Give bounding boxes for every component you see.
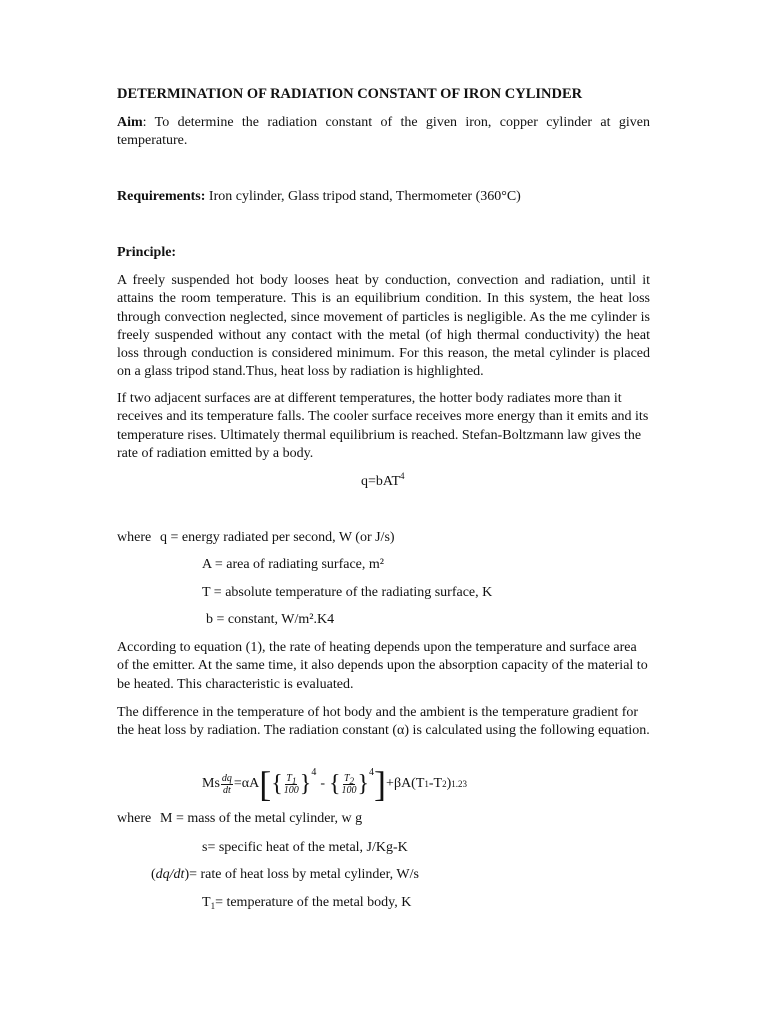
where2-T1-base: T bbox=[202, 895, 211, 910]
where1-q-definition: q = energy radiated per second, W (or J/s) bbox=[160, 530, 395, 545]
where1-T-definition: T = absolute temperature of the radiating surface, K bbox=[202, 585, 493, 600]
requirements-label: Requirements: bbox=[117, 189, 206, 204]
where2-dqdt-rest: = rate of heat loss by metal cylinder, W/s bbox=[189, 867, 419, 882]
radiation-constant-equation: Ms $\frac{dq}{dt}$ =αA [ { $\frac{T_1}{100}$ } 4 - { $\frac{T_2}{100}$ } 4 ] +βA(T 1 -T 2 ) 1.23 bbox=[202, 764, 468, 804]
eq2-mid: -T bbox=[428, 776, 443, 791]
principle-paragraph-2: If two adjacent surfaces are at different temperatures, the hotter body radiates more than it receives and its temperature falls. The cooler surface receives more energy than it emits and its temperature rises. Ultimately thermal equilibrium is reached. Stefan-Boltzmann law gives the rate of radiation emitted by a body. bbox=[117, 391, 649, 461]
paragraph-4: The difference in the temperature of hot body and the ambient is the temperature gradient for the heat loss by radiation. The radiation constant (α) is calculated using the following equation. bbox=[117, 705, 650, 739]
where2-T1-rest: = temperature of the metal body, K bbox=[215, 895, 412, 910]
eq2-pow-1: 4 bbox=[311, 766, 317, 778]
where2-s-definition: s= specific heat of the metal, J/Kg-K bbox=[202, 840, 408, 855]
eq2-dq: dq bbox=[221, 772, 232, 784]
where1-lead: where bbox=[117, 530, 152, 545]
eq2-t2-sub: 2 bbox=[349, 775, 355, 786]
where2-T1-definition bbox=[202, 894, 411, 912]
eq2-hundred-1: 100 bbox=[283, 784, 299, 796]
requirements-paragraph bbox=[117, 188, 650, 206]
eq2-alpha-a: =αA bbox=[233, 776, 260, 791]
eq2-t2: T bbox=[343, 772, 350, 784]
where1-b-definition: b = constant, W/m².K4 bbox=[206, 612, 335, 627]
eq2-dq-dt-fraction bbox=[221, 773, 233, 796]
equation1-base: q=bAT bbox=[361, 474, 401, 489]
eq2-beta-a: +βA(T bbox=[386, 776, 425, 791]
where2-dqdt-term: dq/dt bbox=[155, 867, 185, 882]
eq2-t1-fraction bbox=[284, 773, 299, 796]
principle-heading bbox=[117, 244, 650, 262]
eq2-open-brace-1: { bbox=[271, 771, 283, 797]
stefan-boltzmann-equation bbox=[361, 473, 405, 491]
principle-paragraph-1: A freely suspended hot body looses heat by conduction, convection and radiation, until it attains the room temperature. This is an equilibrium condition. In this system, the heat loss through convection neglected, since movement of particles is negligible. As the me cylinder is freely suspended without any contact with the metal (of high thermal conductivity) the heat loss through conduction is considered minimum. For this reason, the metal cylinder is placed on a glass tripod stand.Thus, heat loss by radiation is highlighted. bbox=[117, 273, 650, 380]
eq2-t1-sub: 1 bbox=[291, 775, 297, 786]
eq2-t2-fraction bbox=[342, 773, 357, 796]
equation1-exponent: 4 bbox=[400, 471, 405, 481]
eq2-close-brace-2: } bbox=[357, 771, 370, 797]
where2-M-definition: M = mass of the metal cylinder, w g bbox=[160, 811, 363, 826]
eq2-dt: dt bbox=[223, 784, 231, 796]
eq2-open-bracket: [ bbox=[259, 764, 272, 804]
where1-A-definition: A = area of radiating surface, m² bbox=[202, 557, 384, 572]
where2-dqdt-definition: (dq/dt)= rate of heat loss by metal cylinder, W/s bbox=[151, 867, 419, 882]
eq2-close-brace-1: } bbox=[299, 771, 312, 797]
aim-text: : To determine the radiation constant of the given iron, copper cylinder at given temperature. bbox=[117, 115, 650, 149]
principle-heading-text: Principle: bbox=[117, 245, 177, 260]
eq2-pow-2: 4 bbox=[369, 766, 375, 778]
eq2-minus: - bbox=[320, 776, 325, 791]
eq2-t1: T bbox=[286, 772, 292, 784]
where2-lead: where bbox=[117, 811, 152, 826]
eq2-ms: Ms bbox=[202, 776, 220, 791]
eq2-close-paren: ) bbox=[446, 776, 452, 791]
eq2-open-brace-2: { bbox=[328, 771, 341, 797]
where2-T1-sub: 1 bbox=[210, 901, 216, 911]
eq2-close-bracket: ] bbox=[374, 764, 387, 804]
eq2-hundred-2: 100 bbox=[341, 784, 357, 796]
requirements-text: Iron cylinder, Glass tripod stand, Thermometer (360°C) bbox=[205, 189, 521, 204]
aim-label: Aim bbox=[117, 115, 143, 130]
page-title: DETERMINATION OF RADIATION CONSTANT OF IRON CYLINDER bbox=[117, 86, 583, 102]
aim-paragraph bbox=[117, 114, 650, 151]
paragraph-3: According to equation (1), the rate of heating depends upon the temperature and surface area of the emitter. At the same time, it also depends upon the absorption capacity of the material to be heated. This characteristic is evaluated. bbox=[117, 640, 648, 692]
